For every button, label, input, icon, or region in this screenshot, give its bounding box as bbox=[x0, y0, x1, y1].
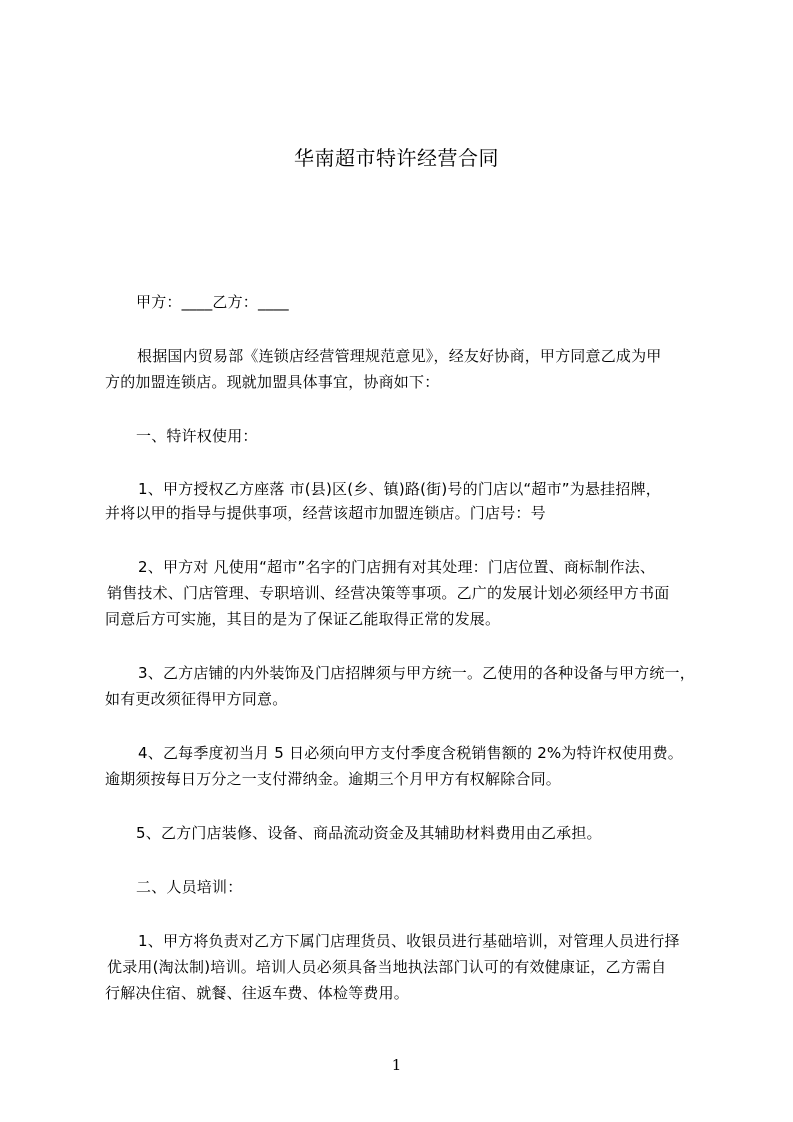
clause-1-2-line-3: 同意后方可实施，其目的是为了保证乙能取得正常的发展。 bbox=[105, 610, 501, 628]
clause-1-1-line-2: 并将以甲的指导与提供事项，经营该超市加盟连锁店。门店号：号 bbox=[105, 504, 546, 522]
page-number: 1 bbox=[391, 1056, 402, 1074]
clause-1-1-line-1: 1、甲方授权乙方座落 市(县)区(乡、镇)路(街)号的门店以“超市”为悬挂招牌， bbox=[138, 480, 661, 498]
preamble-line-2: 方的加盟连锁店。现就加盟具体事宜，协商如下： bbox=[105, 373, 440, 391]
clause-2-1-line-3: 行解决住宿、就餐、往返车费、体检等费用。 bbox=[105, 984, 410, 1002]
clause-1-2-line-2: 销售技术、门店管理、专职培训、经营决策等事项。乙广的发展计划必须经甲方书面 bbox=[107, 584, 670, 602]
parties-line: 甲方：____乙方：____ bbox=[136, 293, 289, 311]
document-title: 华南超市特许经营合同 bbox=[294, 146, 499, 170]
preamble-line-1: 根据国内贸易部《连锁店经营管理规范意见》，经友好协商，甲方同意乙成为甲 bbox=[137, 347, 662, 365]
clause-1-5-line-1: 5、乙方门店装修、设备、商品流动资金及其辅助材料费用由乙承担。 bbox=[136, 824, 602, 842]
clause-2-1-line-2: 优录用(淘汰制)培训。培训人员必须具备当地执法部门认可的有效健康证，乙方需自 bbox=[107, 958, 667, 976]
clause-1-2-line-1: 2、甲方对 凡使用“超市”名字的门店拥有对其处理：门店位置、商标制作法、 bbox=[138, 558, 656, 576]
clause-2-1-line-1: 1、甲方将负责对乙方下属门店理货员、收银员进行基础培训，对管理人员进行择 bbox=[138, 932, 680, 950]
clause-1-4-line-1: 4、乙每季度初当月 5 日必须向甲方支付季度含税销售额的 2%为特许权使用费。 bbox=[138, 744, 683, 762]
clause-1-3-line-2: 如有更改须征得甲方同意。 bbox=[105, 690, 288, 708]
clause-1-3-line-1: 3、乙方店铺的内外装饰及门店招牌须与甲方统一。乙使用的各种设备与甲方统一， bbox=[138, 664, 695, 682]
clause-1-4-line-2: 逾期须按每日万分之一支付滞纳金。逾期三个月甲方有权解除合同。 bbox=[105, 770, 562, 788]
section-heading-1: 一、特许权使用： bbox=[136, 427, 258, 445]
section-heading-2: 二、人员培训： bbox=[136, 878, 243, 896]
